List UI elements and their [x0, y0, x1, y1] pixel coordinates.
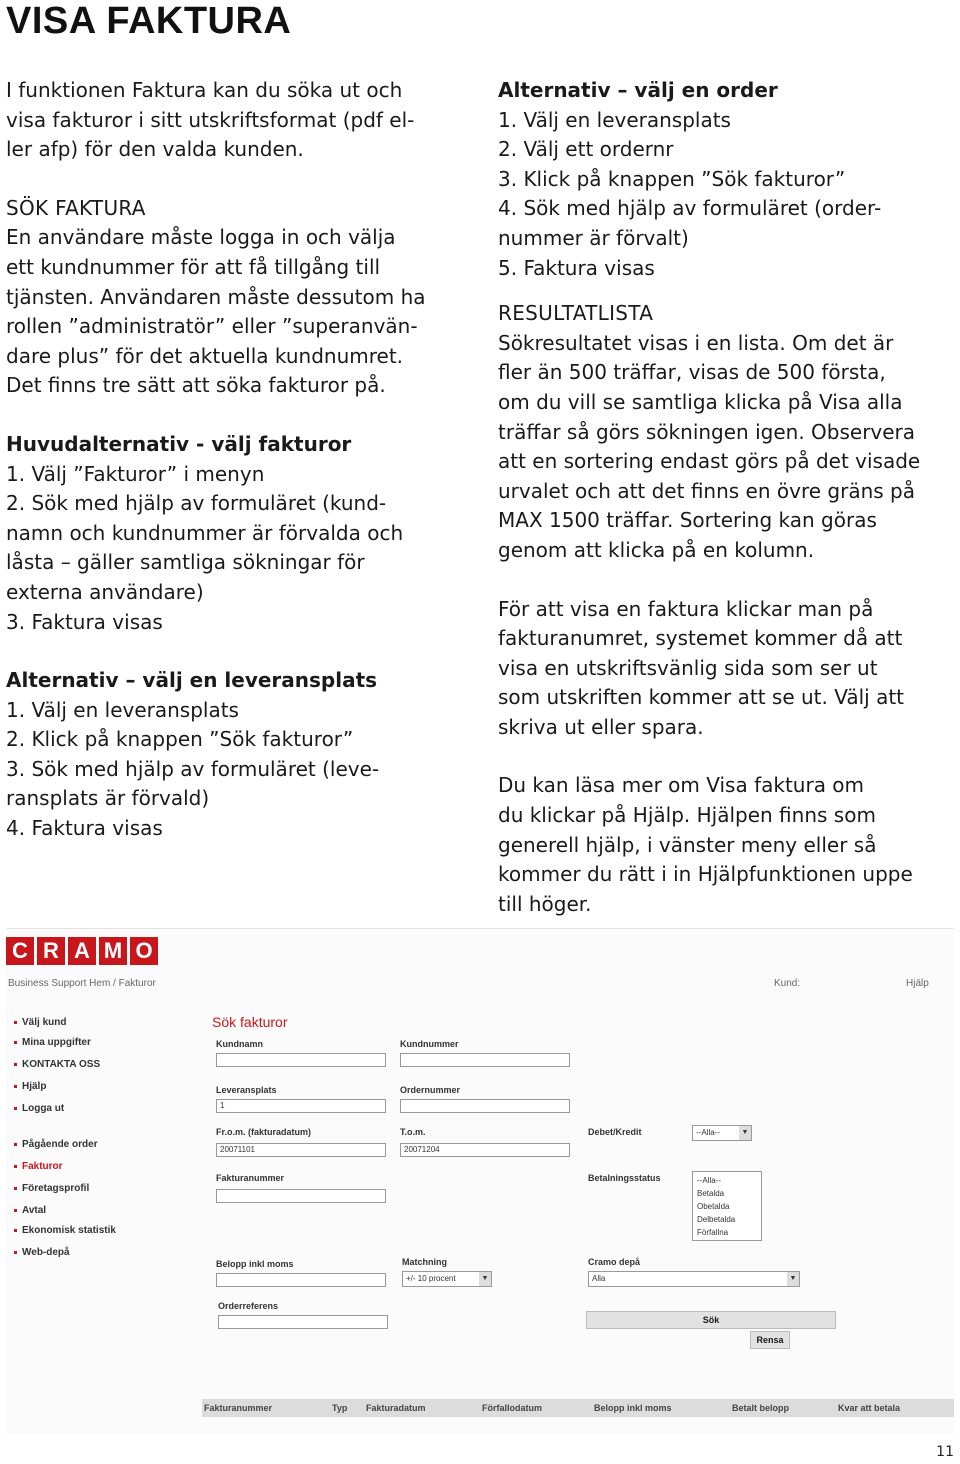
step-line: nummer är förvalt): [498, 225, 689, 250]
column-header[interactable]: Fakturanummer: [204, 1403, 273, 1413]
cramo-logo: [6, 937, 158, 965]
body-line: som utskriften kommer att se ut. Välj att: [498, 685, 905, 710]
nav-item-mina-uppgifter[interactable]: Mina uppgifter: [22, 1037, 91, 1048]
betalningsstatus-list[interactable]: [692, 1171, 762, 1241]
step-line: 2. Klick på knappen ”Sök fakturor”: [6, 727, 354, 752]
list-item[interactable]: Förfallna: [697, 1228, 729, 1237]
body-line: dare plus” för det aktuella kundnumret.: [6, 343, 404, 368]
kundnamn-label: Kundnamn: [216, 1039, 263, 1049]
step-line: 3. Sök med hjälp av formuläret (leve-: [6, 756, 380, 781]
nav-item-kontakta-oss[interactable]: KONTAKTA OSS: [22, 1059, 101, 1070]
sok-button[interactable]: Sök: [586, 1311, 836, 1329]
cramo-depa-select[interactable]: [588, 1271, 800, 1287]
nav-item-fakturor[interactable]: Fakturor: [22, 1161, 63, 1172]
from-date-field[interactable]: 20071101: [216, 1143, 386, 1157]
page-title: VISA FAKTURA: [6, 0, 292, 42]
column-header[interactable]: Typ: [332, 1403, 348, 1413]
search-form: [202, 1009, 802, 1299]
debet-kredit-label: Debet/Kredit: [588, 1127, 642, 1137]
column-header[interactable]: Förfallodatum: [482, 1403, 542, 1413]
nav-item-ekonomisk-statistik[interactable]: Ekonomisk statistik: [22, 1225, 116, 1236]
kundnamn-field[interactable]: [216, 1053, 386, 1067]
debet-kredit-value: --Alla--: [696, 1128, 720, 1137]
body-line: MAX 1500 träffar. Sortering kan göras: [498, 508, 877, 533]
breadcrumb[interactable]: Business Support Hem / Fakturor: [8, 978, 156, 989]
chevron-down-icon: ▼: [479, 1272, 491, 1286]
kundnummer-field[interactable]: [400, 1053, 570, 1067]
body-line: En användare måste logga in och välja: [6, 225, 396, 250]
step-line: 2. Välj ett ordernr: [498, 137, 674, 162]
ordernummer-label: Ordernummer: [400, 1085, 461, 1095]
step-line: 4. Sök med hjälp av formuläret (order-: [498, 196, 882, 221]
body-line: genom att klicka på en kolumn.: [498, 537, 815, 562]
app-screenshot: [6, 928, 954, 1434]
orderreferens-field[interactable]: [218, 1315, 388, 1329]
body-line: Du kan läsa mer om Visa faktura om: [498, 773, 865, 798]
list-item[interactable]: --Alla--: [697, 1176, 721, 1185]
intro-line: I funktionen Faktura kan du söka ut och: [6, 78, 403, 102]
matchning-select[interactable]: [402, 1271, 492, 1287]
body-line: om du vill se samtliga klicka på Visa alla: [498, 389, 903, 414]
list-item[interactable]: Obetalda: [697, 1202, 730, 1211]
step-line: 3. Faktura visas: [6, 609, 163, 634]
step-line: 3. Klick på knappen ”Sök fakturor”: [498, 166, 846, 191]
matchning-label: Matchning: [402, 1257, 447, 1267]
logo-letter: O: [130, 937, 158, 965]
top-bar: [6, 973, 954, 995]
body-line: Sökresultatet visas i en lista. Om det är: [498, 330, 894, 355]
body-line: till höger.: [498, 891, 592, 916]
nav-item-web-depa[interactable]: Web-depå: [22, 1247, 70, 1258]
step-line: 2. Sök med hjälp av formuläret (kund-: [6, 491, 387, 516]
to-date-field[interactable]: 20071204: [400, 1143, 570, 1157]
body-line: träffar så görs sökningen igen. Observera: [498, 419, 916, 444]
rensa-button[interactable]: Rensa: [750, 1331, 790, 1349]
logo-letter: C: [6, 937, 34, 965]
body-line: urvalet och att det finns en övre gräns på: [498, 478, 915, 503]
leveransplats-label: Leveransplats: [216, 1085, 277, 1095]
orderreferens-label: Orderreferens: [218, 1301, 279, 1311]
from-date-label: Fr.o.m. (fakturadatum): [216, 1127, 312, 1137]
body-line: skriva ut eller spara.: [498, 714, 704, 739]
help-link[interactable]: Hjälp: [906, 978, 929, 989]
section-heading-resultatlista: RESULTATLISTA: [498, 301, 654, 326]
leveransplats-field[interactable]: 1: [216, 1099, 386, 1113]
right-column: [498, 76, 956, 919]
step-line: 4. Faktura visas: [6, 816, 163, 841]
body-line: fler än 500 träffar, visas de 500 första,: [498, 360, 886, 385]
section-heading-order: Alternativ – välj en order: [498, 78, 778, 102]
intro-line: ler afp) för den valda kunden.: [6, 137, 304, 162]
kundnummer-label: Kundnummer: [400, 1039, 459, 1049]
column-header[interactable]: Belopp inkl moms: [594, 1403, 672, 1413]
step-line: låsta – gäller samtliga sökningar för: [6, 550, 365, 575]
form-title: Sök fakturor: [212, 1014, 288, 1030]
fakturanummer-field[interactable]: [216, 1189, 386, 1203]
body-line: att en sortering endast görs på det visade: [498, 449, 921, 474]
list-item[interactable]: Betalda: [697, 1189, 725, 1198]
result-table-header: [202, 1399, 954, 1417]
fakturanummer-label: Fakturanummer: [216, 1173, 285, 1183]
column-header[interactable]: Fakturadatum: [366, 1403, 426, 1413]
step-line: 5. Faktura visas: [498, 255, 655, 280]
kund-label: Kund:: [774, 978, 801, 989]
step-line: externa användare): [6, 579, 204, 604]
belopp-label: Belopp inkl moms: [216, 1259, 294, 1269]
body-line: tjänsten. Användaren måste dessutom ha: [6, 284, 426, 309]
body-line: du klickar på Hjälp. Hjälpen finns som: [498, 803, 876, 828]
nav-item-hjalp[interactable]: Hjälp: [22, 1081, 47, 1092]
sidebar-nav: [6, 999, 196, 1299]
betalningsstatus-label: Betalningsstatus: [588, 1173, 661, 1183]
section-heading-huvud: Huvudalternativ - välj fakturor: [6, 431, 352, 456]
logo-letter: M: [99, 937, 127, 965]
step-line: 1. Välj en leveransplats: [6, 697, 239, 722]
body-line: fakturanumret, systemet kommer då att: [498, 626, 903, 651]
to-date-label: T.o.m.: [400, 1127, 426, 1137]
logo-letter: A: [68, 937, 96, 965]
chevron-down-icon: ▼: [787, 1272, 799, 1286]
body-line: generell hjälp, i vänster meny eller så: [498, 832, 877, 857]
nav-item-foretagsprofil[interactable]: Företagsprofil: [22, 1183, 90, 1194]
step-line: ransplats är förvald): [6, 786, 210, 811]
body-line: visa en utskriftsvänlig sida som ser ut: [498, 655, 878, 680]
cramo-depa-label: Cramo depå: [588, 1257, 641, 1267]
nav-item-logga-ut[interactable]: Logga ut: [22, 1103, 65, 1114]
matchning-value: +/- 10 procent: [406, 1274, 456, 1283]
column-header[interactable]: Kvar att betala: [838, 1403, 901, 1413]
debet-kredit-select[interactable]: [692, 1125, 752, 1141]
list-item[interactable]: Delbetalda: [697, 1215, 736, 1224]
belopp-field[interactable]: [216, 1273, 386, 1287]
section-heading-leveransplats: Alternativ – välj en leveransplats: [6, 668, 378, 693]
body-line: Det finns tre sätt att söka fakturor på.: [6, 373, 386, 398]
chevron-down-icon: ▼: [739, 1126, 751, 1140]
step-line: 1. Välj ”Fakturor” i menyn: [6, 461, 265, 486]
step-line: 1. Välj en leveransplats: [498, 107, 731, 132]
body-line: kommer du rätt i in Hjälpfunktionen uppe: [498, 862, 913, 887]
nav-item-valj-kund[interactable]: Välj kund: [22, 1017, 67, 1028]
ordernummer-field[interactable]: [400, 1099, 570, 1113]
column-header[interactable]: Betalt belopp: [732, 1403, 790, 1413]
left-column: [6, 76, 468, 844]
body-line: ett kundnummer för att få tillgång till: [6, 254, 381, 279]
nav-item-pagaende-order[interactable]: Pågående order: [22, 1139, 98, 1150]
step-line: namn och kundnummer är förvalda och: [6, 520, 404, 545]
logo-letter: R: [37, 937, 65, 965]
body-line: För att visa en faktura klickar man på: [498, 596, 874, 621]
nav-item-avtal[interactable]: Avtal: [22, 1205, 47, 1216]
page-number: 11: [936, 1444, 954, 1460]
cramo-depa-value: Alla: [592, 1274, 606, 1283]
intro-line: visa fakturor i sitt utskriftsformat (pdf el-: [6, 107, 415, 132]
body-line: rollen ”administratör” eller ”superanvän-: [6, 314, 418, 339]
section-heading-sok: SÖK FAKTURA: [6, 195, 146, 220]
